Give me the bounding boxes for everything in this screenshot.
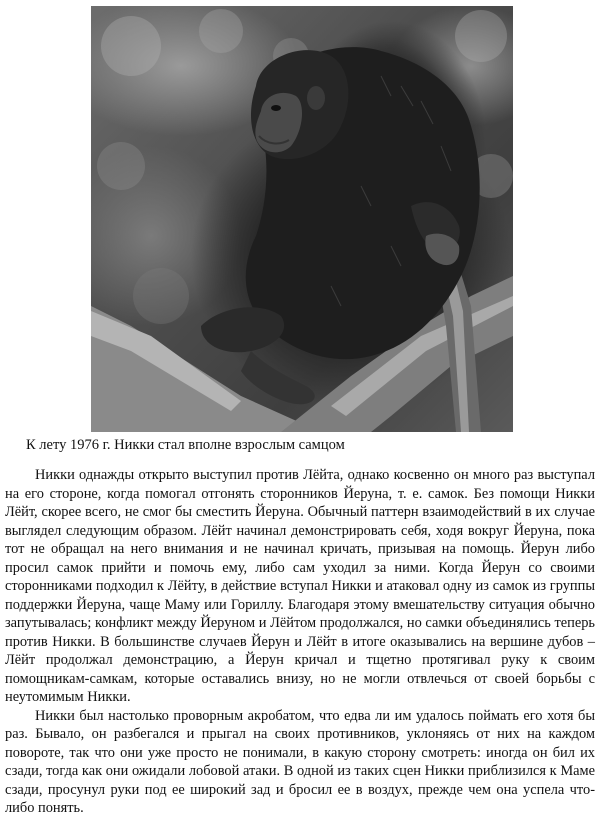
- chimpanzee-photo: [91, 6, 513, 432]
- paragraph: Никки был настолько проворным акробатом, что едва ли им удалось поймать его хотя бы раз. Бывало, он разбегался и прыгал на своих противников, уклоняясь от них на каждом повороте, так что они уже просто не понимали, в какую сторону смотреть: иногда он бил их сзади, тогда как они ожидали лобовой атаки. В одной из таких сцен Никки приблизился к Маме сзади, просунул руки под ее широкий зад и бросил ее в воздух, прежде чем она успела что-либо понять.: [5, 707, 595, 816]
- figure-caption: К лету 1976 г. Никки стал вполне взрослым самцом: [26, 437, 345, 453]
- article-body: [5, 466, 595, 818]
- paragraph: Никки однажды открыто выступил против Лёйта, однако косвенно он много раз выступал на его стороне, когда помогал отгонять сторонников Йеруна, т. е. самок. Без помощи Никки Лёйт, скорее всего, не смог бы сместить Йеруна. Обычный паттерн взаимодействий в их случае выглядел следующим образом. Лёйт начинал демонстрировать себя, ходя вокруг Йеруна, пока тот не обращал на него внимания и не начинал кричать, призывая на помощь. Йерун либо просил самок прийти и помочь ему, либо сам уходил за ними. Когда Йерун со своими сторонниками подходил к Лёйту, в действие вступал Никки и атаковал одну из самок из группы поддержки Йеруна, чаще Маму или Гориллу. Благодаря этому вмешательству ситуация обычно запутывалась; конфликт между Йеруном и Лёйтом продолжался, но самки объединялись теперь против Никки. В большинстве случаев Йерун и Лёйт в итоге оказывались на вершине дубов – Лёйт продолжал демонстрацию, а Йерун кричал и тщетно протягивал руку к своим помощникам-самкам, которые оставались внизу, но не могли отвлечься от своей борьбы с неутомимым Никки.: [5, 467, 595, 705]
- chimpanzee-illustration: [91, 6, 513, 432]
